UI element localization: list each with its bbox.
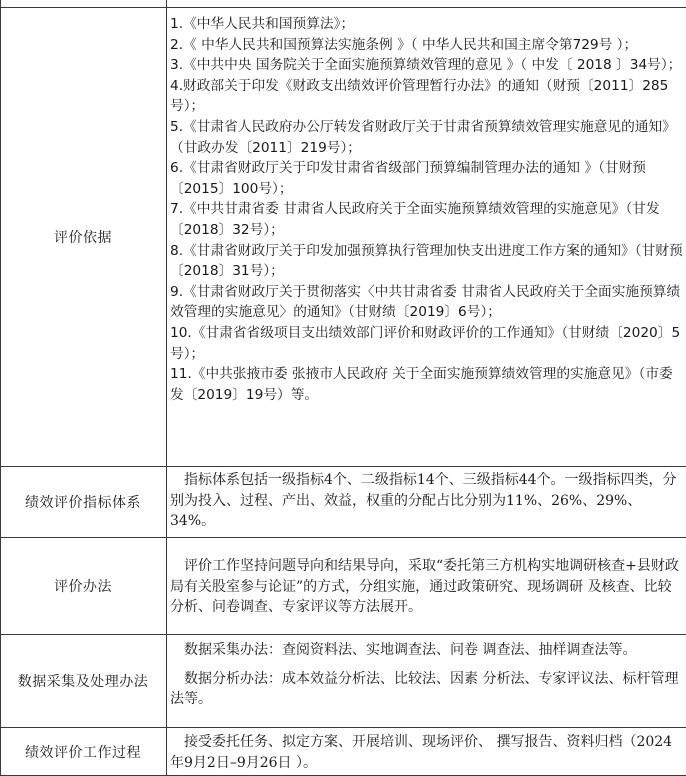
indicator-system-text: 指标体系包括一级指标4个、二级指标14个、三级指标44个。一级指标四类，分别为投入、过程、产出、效益，权重的分配占比分别为11%、26%、29%、34%。 bbox=[170, 472, 677, 530]
basis-item: 5.《甘肃省人民政府办公厅转发省财政厅关于甘肃省预算绩效管理实施意见的通知》（甘政办发〔2011〕219号）； bbox=[170, 118, 676, 156]
row-label-indicator-system: 绩效评价指标体系 bbox=[25, 495, 141, 511]
basis-item: 11.《中共张掖市委 张掖市人民政府 关于全面实施预算绩效管理的实施意见》（市委发〔2019〕19号）等。 bbox=[170, 366, 673, 403]
process-text: 接受委托任务、拟定方案、开展培训、现场评价、 撰写报告、资料归档（2024年9月2日–9月26日 ）。 bbox=[170, 734, 673, 771]
basis-list bbox=[170, 14, 684, 405]
data-collection-text: 数据采集办法：查阅资料法、实地调查法、问卷 调查法、抽样调查法等。 bbox=[184, 642, 637, 658]
basis-item: 3.《中共中央 国务院关于全面实施预算绩效管理的意见 》（ 中发〔 2018 〕34号）； bbox=[170, 57, 682, 74]
basis-item: 2.《 中华人民共和国预算法实施条例 》（ 中华人民共和国主席令第729号 ）； bbox=[170, 36, 638, 53]
method-text: 评价工作坚持问题导向和结果导向，采取“委托第三方机构实地调研核查+县财政局有关股室参与论证”的方式，分组实施，通过政策研究、现场调研 及核查、比较分析、问卷调查、专家评议等方法展开。 bbox=[170, 558, 679, 616]
data-collection-cell bbox=[170, 640, 684, 710]
basis-item: 4.财政部关于印发《财政支出绩效评价管理暂行办法》的通知（财预〔2011〕285号）； bbox=[170, 77, 669, 115]
table-divider bbox=[166, 0, 167, 776]
row-label-data-collection: 数据采集及处理办法 bbox=[17, 674, 149, 690]
basis-item: 6.《甘肃省财政厅关于印发甘肃省省级部门预算编制管理办法的通知 》（甘财预〔2015〕100号）； bbox=[170, 160, 646, 197]
data-analysis-text: 数据分析办法：成本效益分析法、比较法、因素 分析法、专家评议法、标杆管理法等。 bbox=[170, 670, 679, 708]
row-label-process: 绩效评价工作过程 bbox=[25, 744, 141, 761]
basis-item: 7.《中共甘肃省委 甘肃省人民政府关于全面实施预算绩效管理的实施意见》（甘发〔2018〕32号）； bbox=[170, 201, 660, 238]
basis-item: 8.《甘肃省财政厅关于印发加强预算执行管理加快支出进度工作方案的通知》（甘财预〔2018〕31号）； bbox=[170, 242, 683, 280]
basis-item: 10.《甘肃省省级项目支出绩效部门评价和财政评价的工作通知》（甘财绩〔2020〕5 号）； bbox=[170, 324, 681, 362]
row-label-method: 评价办法 bbox=[54, 579, 112, 595]
row-label-basis: 评价依据 bbox=[54, 230, 112, 246]
basis-item: 1.《中华人民共和国预算法》； bbox=[170, 16, 355, 32]
basis-item: 9.《甘肃省财政厅关于贯彻落实〈中共甘肃省委 甘肃省人民政府关于全面实施预算绩效管理的实施意见〉的通知》（甘财绩〔2019〕6号）； bbox=[170, 283, 681, 321]
